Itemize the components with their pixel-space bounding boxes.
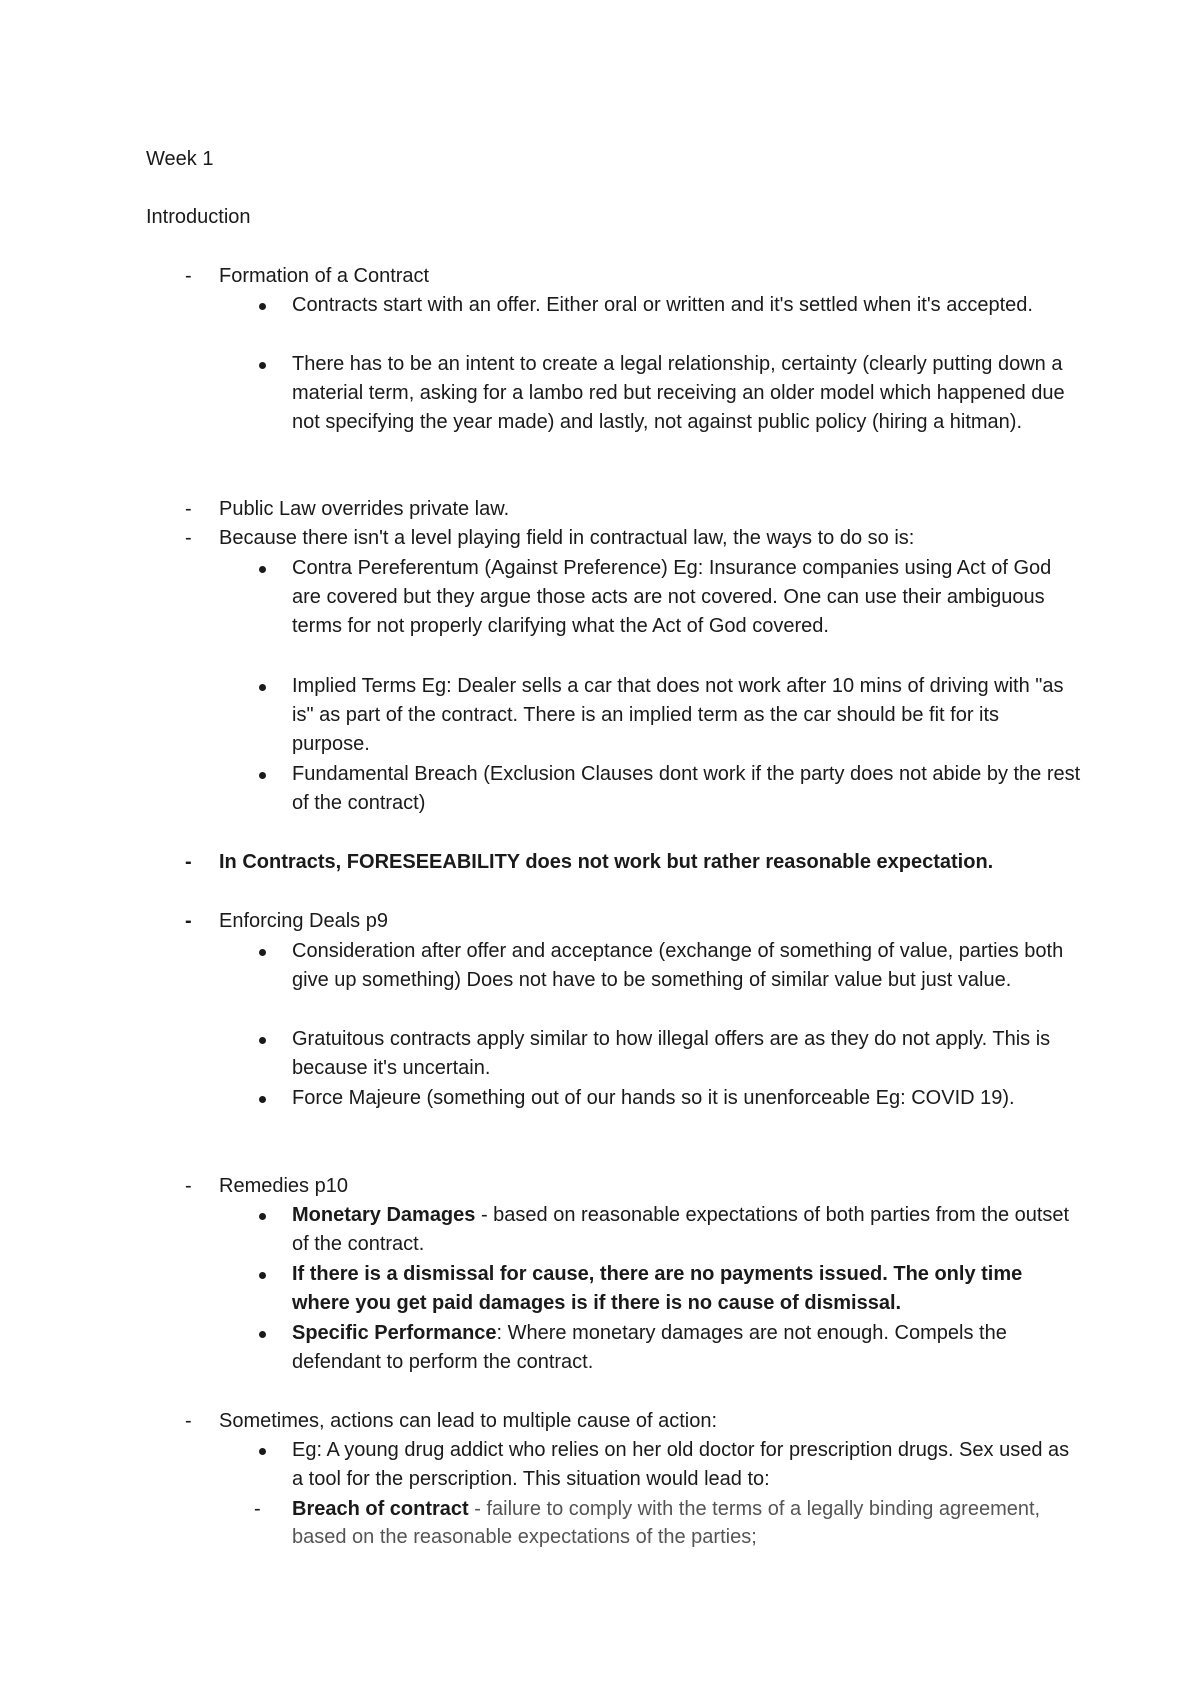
monetary-damages-desc: - based on reasonable expectations of both parties from the outset of the contract. (292, 1204, 1070, 1255)
formation-title: Formation of a Contract (219, 265, 430, 287)
public-law-item: Public Law overrides private law. (219, 498, 510, 520)
remedies-bullet-3 (292, 1319, 1082, 1377)
bullet-dot (259, 1448, 266, 1455)
dash-marker: - (254, 1498, 261, 1520)
dash-marker: - (185, 527, 192, 549)
dash-marker: - (185, 1175, 192, 1197)
enforcing-title: Enforcing Deals p9 (219, 910, 388, 932)
specific-performance-term: Specific Performance (292, 1322, 497, 1344)
intro-heading: Introduction (146, 206, 251, 228)
bullet-dot (259, 772, 266, 779)
level-field-title: Because there isn't a level playing field in contractual law, the ways to do so is: (219, 527, 915, 549)
remedies-bullet-2: If there is a dismissal for cause, there are no payments issued. The only time where you get paid damages is if there is no cause of dismissal. (292, 1263, 1023, 1314)
enforcing-bullet-2: Gratuitous contracts apply similar to how illegal offers are as they do not apply. This is because it's uncertain. (292, 1028, 1051, 1079)
breach-of-contract-term: Breach of contract (292, 1498, 469, 1520)
bullet-dot (259, 1213, 266, 1220)
actions-bullet-1: Eg: A young drug addict who relies on her old doctor for prescription drugs. Sex used as a tool for the perscription. This situation would lead to: (292, 1439, 1070, 1490)
actions-title: Sometimes, actions can lead to multiple cause of action: (219, 1410, 718, 1432)
remedies-title: Remedies p10 (219, 1175, 348, 1197)
dash-marker: - (185, 851, 192, 873)
enforcing-bullet-1: Consideration after offer and acceptance (exchange of something of value, parties both give up something) Does not have to be something of similar value but just value. (292, 940, 1064, 991)
breach-of-contract-desc: - failure to comply with the terms of a legally binding agreement, based on the reasonable expectations of the parties; (292, 1498, 1041, 1548)
week-heading: Week 1 (146, 148, 214, 170)
enforcing-bullet-3: Force Majeure (something out of our hands so it is unenforceable Eg: COVID 19). (292, 1087, 1015, 1109)
bullet-dot (259, 303, 266, 310)
bullet-dot (259, 1096, 266, 1103)
level-field-bullet-3: Fundamental Breach (Exclusion Clauses dont work if the party does not abide by the rest of the contract) (292, 763, 1081, 814)
bullet-dot (259, 362, 266, 369)
remedies-bullet-1 (292, 1201, 1082, 1259)
bullet-dot (259, 949, 266, 956)
formation-bullet-2: There has to be an intent to create a legal relationship, certainty (clearly putting down a material term, asking for a lambo red but receiving an older model which happened due not specifying the year made) and lastly, not against public policy (hiring a hitman). (292, 353, 1065, 433)
formation-bullet-1: Contracts start with an offer. Either oral or written and it's settled when it's accepted. (292, 294, 1033, 316)
bullet-dot (259, 684, 266, 691)
actions-sub-item (292, 1495, 1082, 1551)
bullet-dot (259, 566, 266, 573)
level-field-bullet-2: Implied Terms Eg: Dealer sells a car that does not work after 10 mins of driving with "as is" as part of the contract. There is an implied term as the car should be fit for its purpose. (292, 675, 1064, 755)
foreseeability-item: In Contracts, FORESEEABILITY does not work but rather reasonable expectation. (219, 851, 994, 873)
level-field-bullet-1: Contra Pereferentum (Against Preference) Eg: Insurance companies using Act of God are covered but they argue those acts are not covered. One can use their ambiguous terms for not properly clarifying what the Act of God covered. (292, 557, 1052, 637)
monetary-damages-term: Monetary Damages (292, 1204, 476, 1226)
dash-marker: - (185, 910, 192, 932)
specific-performance-desc: : Where monetary damages are not enough. Compels the defendant to perform the contract. (292, 1322, 1007, 1373)
dash-marker: - (185, 1410, 192, 1432)
dash-marker: - (185, 498, 192, 520)
bullet-dot (259, 1331, 266, 1338)
bullet-dot (259, 1272, 266, 1279)
dash-marker: - (185, 265, 192, 287)
bullet-dot (259, 1037, 266, 1044)
